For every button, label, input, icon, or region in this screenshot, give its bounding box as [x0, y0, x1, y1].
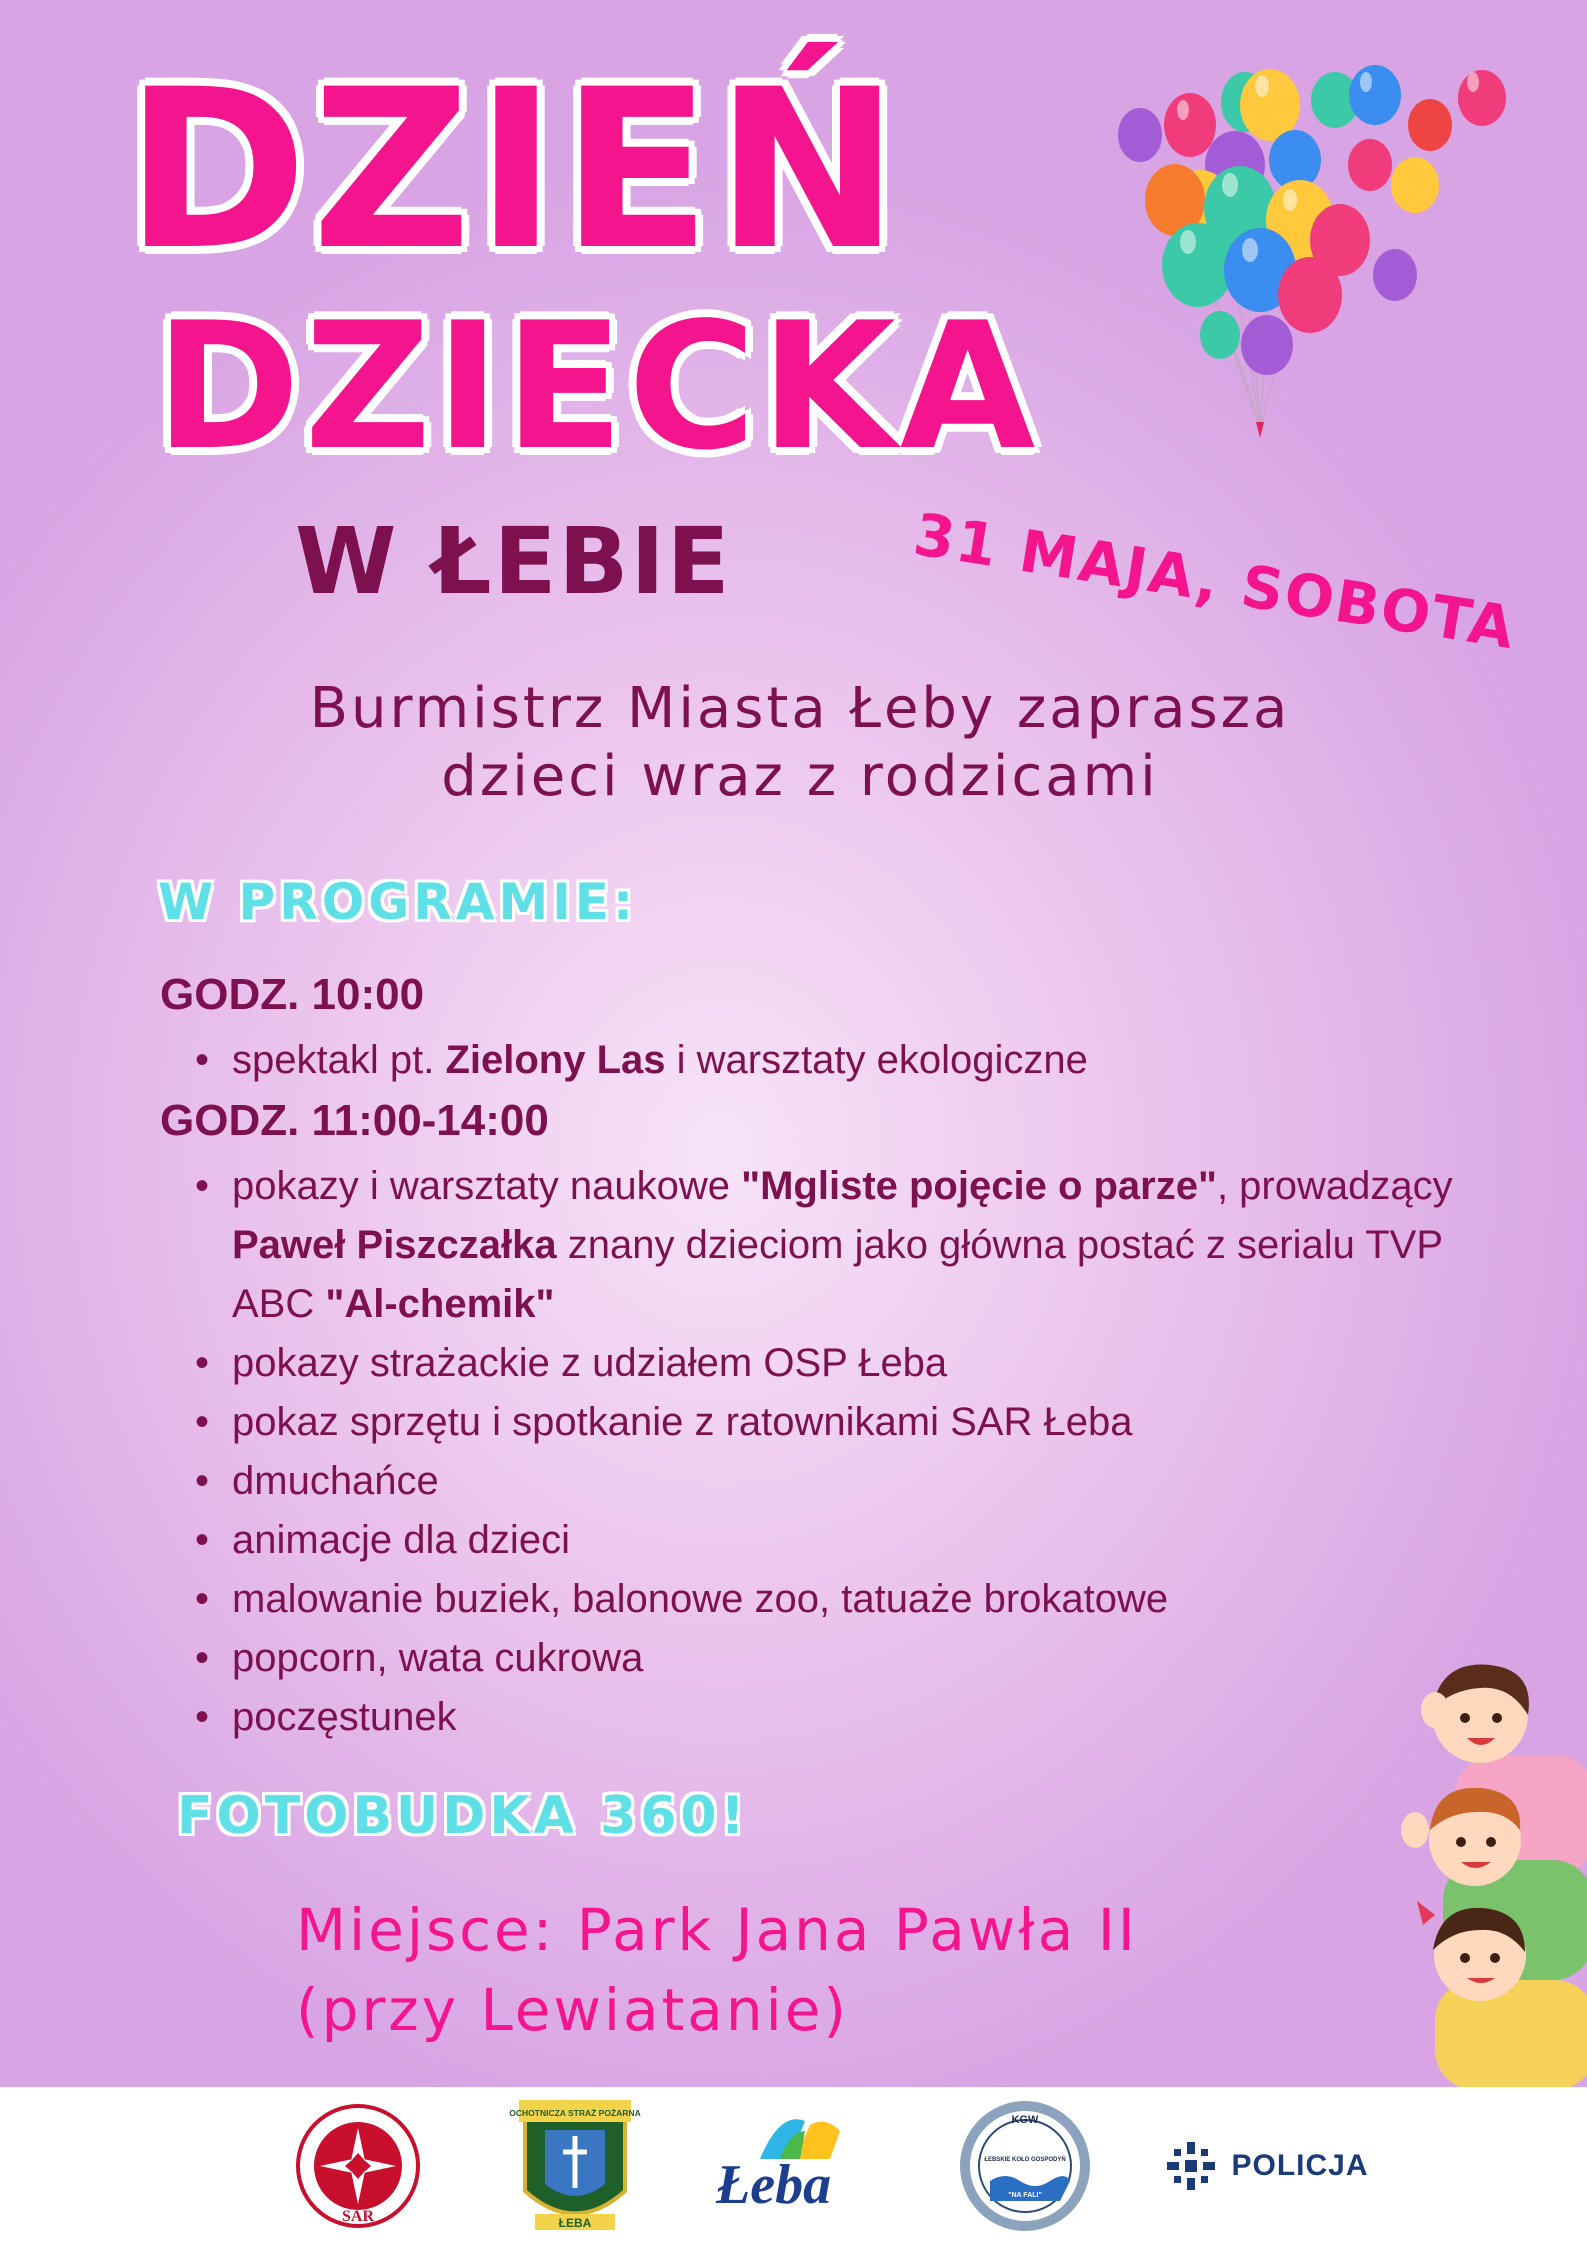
programme-heading: W PROGRAMIE:: [158, 873, 637, 931]
sar-logo-text: SAR: [341, 2208, 375, 2225]
kgw-name-text: ŁEBSKIE KOŁO GOSPODYŃ: [984, 2157, 1066, 2163]
venue-line-1: Miejsce: Park Jana Pawła II: [296, 1896, 1138, 1964]
title-subtitle: W ŁEBIE: [295, 508, 732, 615]
kgw-logo: [955, 2087, 1095, 2245]
programme-list-1: [195, 1031, 1505, 1090]
osp-logo: [500, 2087, 650, 2245]
programme-hour-1: GODZ. 10:00: [160, 970, 425, 1019]
list-item: • pokaz sprzętu i spotkanie z ratownikami SAR Łeba: [195, 1393, 1505, 1452]
sar-logo: [293, 2087, 423, 2245]
venue-text: [296, 1890, 1138, 2050]
kgw-motto-text: "NA FALI": [1008, 2192, 1042, 2199]
programme-hour-2: GODZ. 11:00-14:00: [160, 1096, 549, 1145]
list-item: • dmuchańce: [195, 1452, 1505, 1511]
invitation-line-2: dzieci wraz z rodzicami: [441, 744, 1159, 809]
osp-banner-text: OCHOTNICZA STRAŻ POŻARNA: [509, 2108, 641, 2118]
invitation-line-1: Burmistrz Miasta Łeby zaprasza: [309, 676, 1291, 741]
programme-list-2: [195, 1157, 1505, 1747]
list-item: • spektakl pt. Zielony Las i warsztaty ekologiczne: [195, 1031, 1505, 1090]
sponsor-footer: [0, 2087, 1587, 2245]
kids-illustration: [1395, 1660, 1587, 2090]
list-item: • animacje dla dzieci: [195, 1511, 1505, 1570]
title-line-1: DZIEŃ: [125, 42, 904, 298]
list-item: • pokazy i warsztaty naukowe "Mgliste pojęcie o parze", prowadzący Paweł Piszczałka znany dzieciom jako główna postać z serialu TVP ABC "Al-chemik": [195, 1157, 1505, 1334]
list-item: • pokazy strażackie z udziałem OSP Łeba: [195, 1334, 1505, 1393]
balloons-illustration: [1070, 50, 1520, 480]
policja-logo-text: POLICJA: [1231, 2149, 1369, 2182]
list-item: • poczęstunek: [195, 1688, 1505, 1747]
list-item: • popcorn, wata cukrowa: [195, 1629, 1505, 1688]
leba-logo: [700, 2087, 900, 2245]
kgw-top-text: KGW: [1011, 2114, 1039, 2126]
invitation-text: [200, 675, 1400, 811]
fotobudka-highlight: FOTOBUDKA 360!: [177, 1786, 749, 1846]
police-star-icon: [1161, 2136, 1221, 2196]
title-line-2: DZIECKA: [155, 286, 1040, 489]
list-item: • malowanie buziek, balonowe zoo, tatuaże brokatowe: [195, 1570, 1505, 1629]
policja-logo: [1150, 2087, 1380, 2245]
venue-line-2: (przy Lewiatanie): [296, 1976, 850, 2044]
osp-town-text: ŁEBA: [558, 2216, 592, 2230]
event-date: 31 MAJA, SOBOTA: [909, 500, 1521, 663]
leba-logo-text: Łeba: [716, 2154, 832, 2216]
